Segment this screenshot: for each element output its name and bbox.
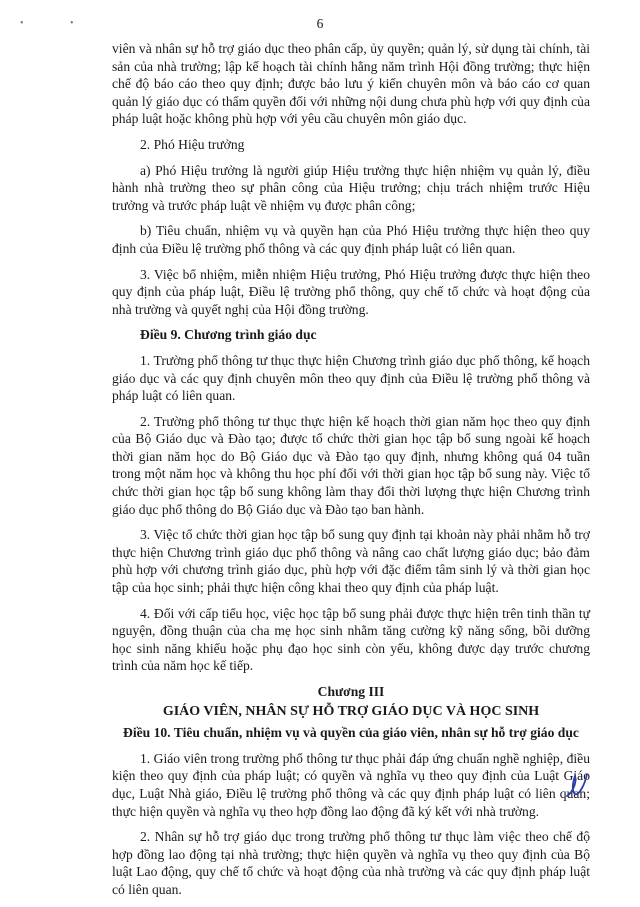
initial-signature (563, 770, 591, 800)
chapter-title: GIÁO VIÊN, NHÂN SỰ HỖ TRỢ GIÁO DỤC VÀ HỌC SINH (162, 703, 540, 719)
paragraph-vice-principal-b: b) Tiêu chuẩn, nhiệm vụ và quyền hạn của Phó Hiệu trưởng thực hiện theo quy định của Điều lệ trường phổ thông và các quy định pháp luật có liên quan. (112, 223, 590, 256)
article-9-clause-2: 2. Trường phổ thông tư thục thực hiện kế hoạch thời gian năm học theo quy định của Bộ Giáo dục và Đào tạo; được tổ chức thời gian học tập bổ sung ngoài kế hoạch thời gian năm học do Bộ Giáo dục và Đào tạo quy định, nhưng không quá 04 tuần trong một năm học và không thu học phí đối với thời gian học tập bổ sung này. Việc tổ chức thời gian học tập bổ sung không làm thay đổi thời lượng thực hiện Chương trình giáo dục phổ thông do Bộ Giáo dục và Đào tạo ban hành. (112, 413, 590, 517)
paragraph-appointment: 3. Việc bổ nhiệm, miễn nhiệm Hiệu trưởng, Phó Hiệu trưởng được thực hiện theo quy định của pháp luật, Điều lệ trường phổ thông, quy chế tổ chức và hoạt động của nhà trường và quyết nghị của Hội đồng trường. (112, 266, 590, 317)
article-9-clause-1: 1. Trường phổ thông tư thục thực hiện Chương trình giáo dục phổ thông, kế hoạch giáo dục và các quy định chuyên môn theo quy định của Điều lệ trường phổ thông và pháp luật có liên quan. (112, 352, 590, 404)
article-10-title: Điều 10. Tiêu chuẩn, nhiệm vụ và quyền của giáo viên, nhân sự hỗ trợ giáo dục (123, 725, 579, 741)
paragraph-vice-principal-a: a) Phó Hiệu trưởng là người giúp Hiệu trưởng thực hiện nhiệm vụ quản lý, điều hành nhà trường theo sự phân công của Hiệu trưởng; chịu trách nhiệm trước Hiệu trưởng và trước pháp luật về nhiệm vụ được phân công; (112, 162, 590, 213)
document-body (112, 40, 590, 907)
chapter-number: Chương III (317, 684, 385, 699)
punch-marks: • • (20, 18, 96, 29)
article-10-clause-2: 2. Nhân sự hỗ trợ giáo dục trong trường phổ thông tư thục làm việc theo chế độ hợp đồng lao động tại nhà trường; thực hiện quyền và nghĩa vụ theo quy định của Bộ luật Lao động, quy chế tổ chức và hoạt động của nhà trường và các quy định pháp luật có liên quan. (112, 829, 590, 897)
paragraph-vice-principal-heading: 2. Phó Hiệu trưởng (140, 136, 245, 152)
article-10-clause-1: 1. Giáo viên trong trường phổ thông tư thục phải đáp ứng chuẩn nghề nghiệp, điều kiện theo quy định của pháp luật; có quyền và nghĩa vụ theo quy định của Luật Giáo dục, Luật Nhà giáo, Điều lệ trường phổ thông và các quy định pháp luật có liên quan; thực hiện quyền và nghĩa vụ theo hợp đồng lao động đã ký kết với nhà trường. (112, 750, 590, 819)
article-9-title: Điều 9. Chương trình giáo dục (140, 327, 317, 343)
article-9-clause-4: 4. Đối với cấp tiểu học, việc học tập bổ sung phải được thực hiện trên tinh thần tự nguyện, đồng thuận của cha mẹ học sinh nhằm tăng cường kỹ năng sống, bồi dưỡng học sinh năng khiếu hoặc phụ đạo học sinh còn yếu, không được dạy trước chương trình của năm học kế tiếp. (112, 605, 590, 674)
paragraph-continuation: viên và nhân sự hỗ trợ giáo dục theo phân cấp, ủy quyền; quản lý, sử dụng tài chính, tài sản của nhà trường; lập kế hoạch tài chính hằng năm trình Hội đồng trường; thực hiện chế độ báo cáo theo quy định; được bảo lưu ý kiến chuyên môn và báo cáo cơ quan quản lý giáo dục có thẩm quyền đối với những nội dung chưa phù hợp với quy định của pháp luật hoặc không phù hợp với yêu cầu chuyên môn giáo dục. (112, 41, 590, 127)
page-number: 6 (316, 16, 324, 31)
article-9-clause-3: 3. Việc tổ chức thời gian học tập bổ sung quy định tại khoản này phải nhằm hỗ trợ thực hiện Chương trình giáo dục phổ thông và nâng cao chất lượng giáo dục; bảo đảm phù hợp với chương trình giáo dục, phù hợp với đặc điểm tâm sinh lý và thời gian học tập của học sinh; phải thực hiện công khai theo quy định của pháp luật. (112, 527, 590, 596)
